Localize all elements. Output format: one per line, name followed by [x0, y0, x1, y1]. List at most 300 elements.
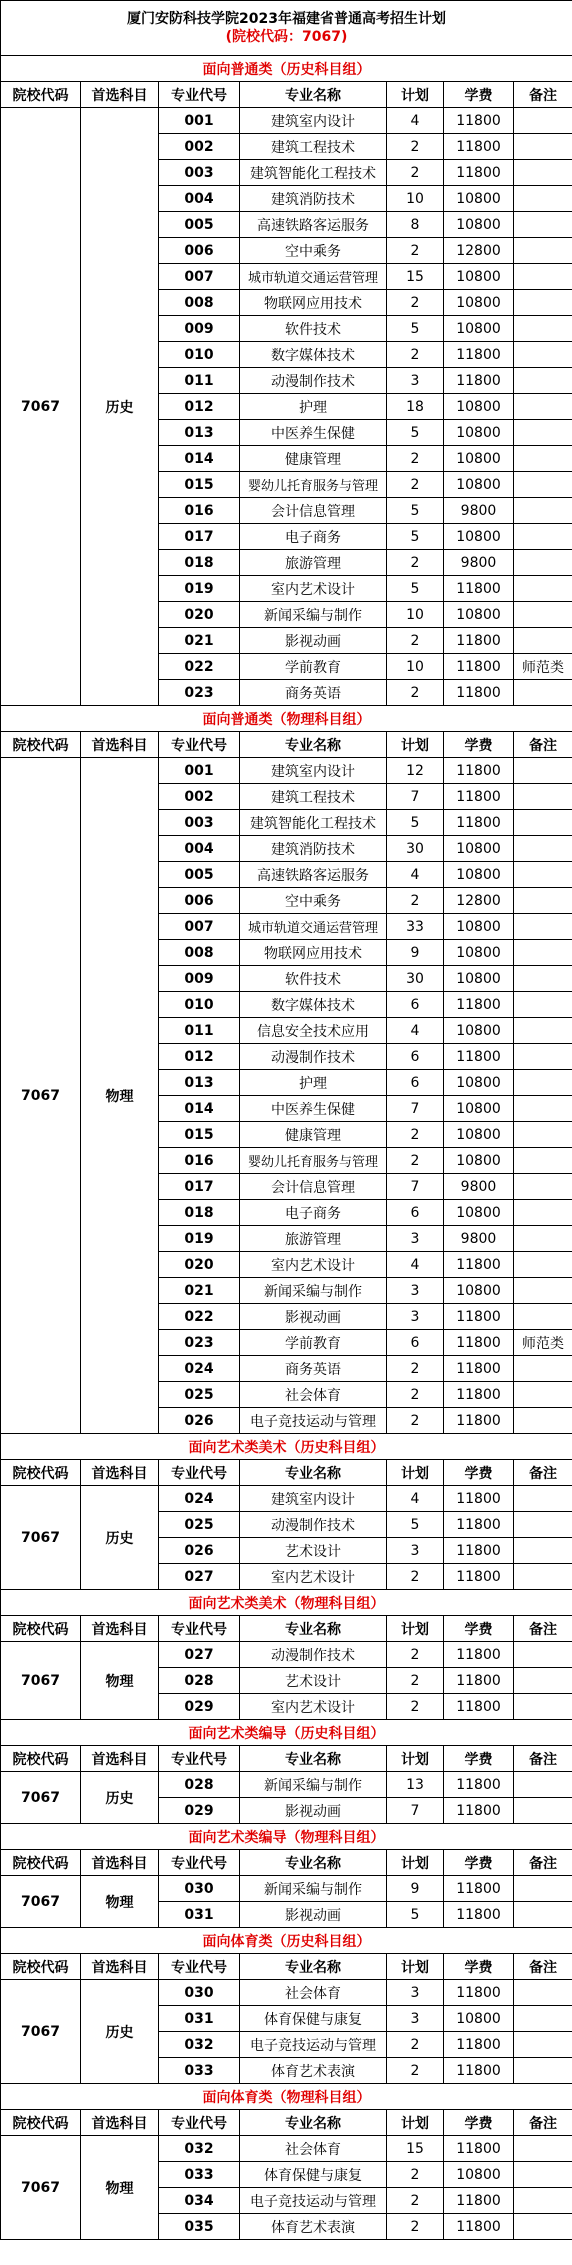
- remark-cell: [514, 1876, 572, 1902]
- subject-cell: 历史: [81, 1772, 159, 1824]
- tuition-cell: 11800: [444, 1330, 514, 1356]
- tuition-cell: 11800: [444, 2188, 514, 2214]
- major-name-cell: 建筑消防技术: [240, 186, 387, 212]
- column-header: 首选科目: [81, 1460, 159, 1486]
- major-code-cell: 032: [159, 2136, 240, 2162]
- remark-cell: [514, 862, 572, 888]
- remark-cell: [514, 342, 572, 368]
- major-code-cell: 032: [159, 2032, 240, 2058]
- plan-count-cell: 33: [387, 914, 444, 940]
- major-name-cell: 新闻采编与制作: [240, 1876, 387, 1902]
- major-code-cell: 025: [159, 1382, 240, 1408]
- column-header: 计划: [387, 732, 444, 758]
- column-header: 计划: [387, 82, 444, 108]
- major-name-cell: 影视动画: [240, 1902, 387, 1928]
- tuition-cell: 11800: [444, 680, 514, 706]
- subject-cell: 历史: [81, 1980, 159, 2084]
- plan-count-cell: 2: [387, 1564, 444, 1590]
- column-header: 院校代码: [1, 1460, 81, 1486]
- column-header: 备注: [514, 1616, 572, 1642]
- major-code-cell: 005: [159, 212, 240, 238]
- major-name-cell: 动漫制作技术: [240, 1512, 387, 1538]
- tuition-cell: 12800: [444, 888, 514, 914]
- remark-cell: [514, 498, 572, 524]
- section-heading: 面向普通类（物理科目组）: [1, 706, 572, 732]
- column-header: 备注: [514, 1850, 572, 1876]
- table-row: [1, 1980, 572, 2006]
- plan-count-cell: 5: [387, 576, 444, 602]
- remark-cell: [514, 836, 572, 862]
- major-code-cell: 016: [159, 498, 240, 524]
- remark-cell: [514, 914, 572, 940]
- major-name-cell: 动漫制作技术: [240, 1642, 387, 1668]
- tuition-cell: 10800: [444, 264, 514, 290]
- column-header: 院校代码: [1, 2110, 81, 2136]
- plan-count-cell: 5: [387, 420, 444, 446]
- major-code-cell: 008: [159, 290, 240, 316]
- tuition-cell: 11800: [444, 1564, 514, 1590]
- subject-cell: 物理: [81, 1876, 159, 1928]
- major-code-cell: 024: [159, 1486, 240, 1512]
- column-header: 专业代号: [159, 1746, 240, 1772]
- plan-count-cell: 9: [387, 940, 444, 966]
- column-header: 学费: [444, 2110, 514, 2136]
- major-name-cell: 建筑室内设计: [240, 758, 387, 784]
- column-header-row: [1, 1460, 572, 1486]
- major-name-cell: 新闻采编与制作: [240, 1278, 387, 1304]
- section-heading: 面向普通类（历史科目组）: [1, 56, 572, 82]
- major-code-cell: 003: [159, 160, 240, 186]
- remark-cell: [514, 1044, 572, 1070]
- remark-cell: [514, 1304, 572, 1330]
- major-code-cell: 030: [159, 1980, 240, 2006]
- major-name-cell: 电子竞技运动与管理: [240, 1408, 387, 1434]
- tuition-cell: 11800: [444, 758, 514, 784]
- major-code-cell: 021: [159, 628, 240, 654]
- tuition-cell: 12800: [444, 238, 514, 264]
- tuition-cell: 11800: [444, 2032, 514, 2058]
- remark-cell: [514, 394, 572, 420]
- subject-cell: 物理: [81, 758, 159, 1434]
- plan-count-cell: 2: [387, 1148, 444, 1174]
- remark-cell: [514, 446, 572, 472]
- column-header-row: [1, 732, 572, 758]
- column-header: 学费: [444, 732, 514, 758]
- major-name-cell: 中医养生保健: [240, 1096, 387, 1122]
- major-name-cell: 会计信息管理: [240, 498, 387, 524]
- plan-count-cell: 10: [387, 186, 444, 212]
- remark-cell: [514, 1252, 572, 1278]
- remark-cell: 师范类: [514, 1330, 572, 1356]
- subject-cell: 物理: [81, 1642, 159, 1720]
- major-code-cell: 030: [159, 1876, 240, 1902]
- school-code-cell: 7067: [1, 1772, 81, 1824]
- plan-count-cell: 5: [387, 316, 444, 342]
- major-name-cell: 数字媒体技术: [240, 992, 387, 1018]
- remark-cell: [514, 1018, 572, 1044]
- major-code-cell: 035: [159, 2214, 240, 2240]
- column-header-row: [1, 82, 572, 108]
- plan-count-cell: 2: [387, 550, 444, 576]
- remark-cell: [514, 1772, 572, 1798]
- plan-count-cell: 2: [387, 2162, 444, 2188]
- tuition-cell: 10800: [444, 2006, 514, 2032]
- plan-count-cell: 2: [387, 1642, 444, 1668]
- plan-count-cell: 3: [387, 1278, 444, 1304]
- plan-count-cell: 2: [387, 628, 444, 654]
- column-header: 计划: [387, 1954, 444, 1980]
- table-row: [1, 1876, 572, 1902]
- tuition-cell: 11800: [444, 342, 514, 368]
- major-name-cell: 影视动画: [240, 1304, 387, 1330]
- title-row: [1, 1, 572, 56]
- remark-cell: [514, 368, 572, 394]
- column-header: 首选科目: [81, 1616, 159, 1642]
- school-code-label: (院校代码：7067): [225, 29, 348, 45]
- column-header: 计划: [387, 2110, 444, 2136]
- plan-count-cell: 5: [387, 524, 444, 550]
- tuition-cell: 11800: [444, 1252, 514, 1278]
- major-code-cell: 016: [159, 1148, 240, 1174]
- major-code-cell: 007: [159, 264, 240, 290]
- section-heading-row: [1, 1824, 572, 1850]
- remark-cell: [514, 1486, 572, 1512]
- major-code-cell: 025: [159, 1512, 240, 1538]
- major-name-cell: 高速铁路客运服务: [240, 862, 387, 888]
- plan-count-cell: 3: [387, 2006, 444, 2032]
- major-code-cell: 023: [159, 1330, 240, 1356]
- remark-cell: [514, 108, 572, 134]
- major-name-cell: 城市轨道交通运营管理: [240, 914, 387, 940]
- major-code-cell: 002: [159, 134, 240, 160]
- major-code-cell: 031: [159, 2006, 240, 2032]
- remark-cell: [514, 1278, 572, 1304]
- column-header: 专业代号: [159, 1616, 240, 1642]
- major-name-cell: 软件技术: [240, 316, 387, 342]
- major-code-cell: 031: [159, 1902, 240, 1928]
- section-heading-row: [1, 1928, 572, 1954]
- table-row: [1, 758, 572, 784]
- column-header: 首选科目: [81, 2110, 159, 2136]
- major-name-cell: 影视动画: [240, 628, 387, 654]
- remark-cell: [514, 2188, 572, 2214]
- tuition-cell: 11800: [444, 1876, 514, 1902]
- major-code-cell: 013: [159, 1070, 240, 1096]
- remark-cell: [514, 576, 572, 602]
- remark-cell: [514, 810, 572, 836]
- major-code-cell: 027: [159, 1642, 240, 1668]
- major-name-cell: 室内艺术设计: [240, 1694, 387, 1720]
- tuition-cell: 11800: [444, 1486, 514, 1512]
- plan-count-cell: 2: [387, 1356, 444, 1382]
- tuition-cell: 10800: [444, 1200, 514, 1226]
- column-header: 专业代号: [159, 732, 240, 758]
- tuition-cell: 11800: [444, 1512, 514, 1538]
- section-heading: 面向体育类（历史科目组）: [1, 1928, 572, 1954]
- major-code-cell: 001: [159, 758, 240, 784]
- tuition-cell: 11800: [444, 1772, 514, 1798]
- column-header: 计划: [387, 1616, 444, 1642]
- school-code-cell: 7067: [1, 1980, 81, 2084]
- column-header: 专业名称: [240, 732, 387, 758]
- major-name-cell: 建筑智能化工程技术: [240, 810, 387, 836]
- major-name-cell: 体育保健与康复: [240, 2006, 387, 2032]
- tuition-cell: 11800: [444, 368, 514, 394]
- column-header: 学费: [444, 1460, 514, 1486]
- major-code-cell: 023: [159, 680, 240, 706]
- tuition-cell: 9800: [444, 498, 514, 524]
- column-header: 专业代号: [159, 2110, 240, 2136]
- remark-cell: [514, 888, 572, 914]
- major-code-cell: 003: [159, 810, 240, 836]
- section-heading-row: [1, 706, 572, 732]
- major-code-cell: 013: [159, 420, 240, 446]
- plan-count-cell: 2: [387, 290, 444, 316]
- section-heading-row: [1, 2084, 572, 2110]
- tuition-cell: 9800: [444, 550, 514, 576]
- tuition-cell: 11800: [444, 1694, 514, 1720]
- remark-cell: [514, 238, 572, 264]
- major-code-cell: 026: [159, 1538, 240, 1564]
- remark-cell: [514, 2136, 572, 2162]
- plan-count-cell: 4: [387, 862, 444, 888]
- major-name-cell: 健康管理: [240, 1122, 387, 1148]
- school-code-cell: 7067: [1, 758, 81, 1434]
- major-name-cell: 健康管理: [240, 446, 387, 472]
- plan-count-cell: 3: [387, 1538, 444, 1564]
- major-code-cell: 020: [159, 1252, 240, 1278]
- tuition-cell: 10800: [444, 420, 514, 446]
- remark-cell: [514, 1174, 572, 1200]
- major-code-cell: 008: [159, 940, 240, 966]
- remark-cell: [514, 940, 572, 966]
- column-header-row: [1, 1746, 572, 1772]
- plan-count-cell: 2: [387, 1668, 444, 1694]
- tuition-cell: 10800: [444, 186, 514, 212]
- major-name-cell: 动漫制作技术: [240, 1044, 387, 1070]
- remark-cell: [514, 1512, 572, 1538]
- plan-count-cell: 2: [387, 2032, 444, 2058]
- section-heading-row: [1, 56, 572, 82]
- column-header: 专业代号: [159, 82, 240, 108]
- remark-cell: [514, 966, 572, 992]
- major-name-cell: 物联网应用技术: [240, 940, 387, 966]
- table-row: [1, 1772, 572, 1798]
- plan-count-cell: 2: [387, 160, 444, 186]
- column-header: 专业名称: [240, 2110, 387, 2136]
- column-header-row: [1, 2110, 572, 2136]
- major-name-cell: 新闻采编与制作: [240, 1772, 387, 1798]
- remark-cell: [514, 1668, 572, 1694]
- major-name-cell: 社会体育: [240, 1980, 387, 2006]
- school-code-cell: 7067: [1, 108, 81, 706]
- column-header-row: [1, 1954, 572, 1980]
- column-header-row: [1, 1850, 572, 1876]
- column-header: 计划: [387, 1460, 444, 1486]
- major-code-cell: 010: [159, 342, 240, 368]
- column-header-row: [1, 1616, 572, 1642]
- plan-count-cell: 4: [387, 1018, 444, 1044]
- column-header: 专业代号: [159, 1460, 240, 1486]
- major-name-cell: 旅游管理: [240, 1226, 387, 1252]
- section-heading: 面向艺术类编导（历史科目组）: [1, 1720, 572, 1746]
- column-header: 学费: [444, 1954, 514, 1980]
- major-code-cell: 033: [159, 2058, 240, 2084]
- major-name-cell: 电子竞技运动与管理: [240, 2188, 387, 2214]
- column-header: 备注: [514, 82, 572, 108]
- major-name-cell: 城市轨道交通运营管理: [240, 264, 387, 290]
- major-name-cell: 影视动画: [240, 1798, 387, 1824]
- tuition-cell: 11800: [444, 654, 514, 680]
- major-code-cell: 002: [159, 784, 240, 810]
- column-header: 专业名称: [240, 1746, 387, 1772]
- tuition-cell: 10800: [444, 966, 514, 992]
- plan-count-cell: 8: [387, 212, 444, 238]
- plan-count-cell: 2: [387, 238, 444, 264]
- section-heading: 面向艺术类美术（物理科目组）: [1, 1590, 572, 1616]
- remark-cell: [514, 1980, 572, 2006]
- section-heading-row: [1, 1590, 572, 1616]
- tuition-cell: 10800: [444, 1148, 514, 1174]
- tuition-cell: 9800: [444, 1174, 514, 1200]
- section-heading: 面向体育类（物理科目组）: [1, 2084, 572, 2110]
- plan-count-cell: 2: [387, 2214, 444, 2240]
- column-header: 备注: [514, 1460, 572, 1486]
- major-name-cell: 体育艺术表演: [240, 2214, 387, 2240]
- remark-cell: [514, 784, 572, 810]
- remark-cell: [514, 1408, 572, 1434]
- plan-count-cell: 9: [387, 1876, 444, 1902]
- remark-cell: [514, 134, 572, 160]
- tuition-cell: 11800: [444, 576, 514, 602]
- plan-count-cell: 10: [387, 602, 444, 628]
- major-name-cell: 建筑工程技术: [240, 784, 387, 810]
- tuition-cell: 10800: [444, 1070, 514, 1096]
- tuition-cell: 11800: [444, 810, 514, 836]
- remark-cell: 师范类: [514, 654, 572, 680]
- major-code-cell: 015: [159, 1122, 240, 1148]
- major-code-cell: 009: [159, 966, 240, 992]
- plan-count-cell: 5: [387, 810, 444, 836]
- remark-cell: [514, 1798, 572, 1824]
- tuition-cell: 10800: [444, 524, 514, 550]
- column-header: 院校代码: [1, 1616, 81, 1642]
- major-name-cell: 建筑室内设计: [240, 108, 387, 134]
- major-code-cell: 005: [159, 862, 240, 888]
- plan-count-cell: 2: [387, 888, 444, 914]
- major-name-cell: 婴幼儿托育服务与管理: [240, 472, 387, 498]
- remark-cell: [514, 1226, 572, 1252]
- plan-count-cell: 2: [387, 1408, 444, 1434]
- column-header: 首选科目: [81, 1746, 159, 1772]
- column-header: 备注: [514, 732, 572, 758]
- major-name-cell: 社会体育: [240, 2136, 387, 2162]
- plan-count-cell: 6: [387, 1070, 444, 1096]
- major-code-cell: 019: [159, 1226, 240, 1252]
- plan-count-cell: 4: [387, 1252, 444, 1278]
- plan-count-cell: 30: [387, 836, 444, 862]
- major-code-cell: 029: [159, 1798, 240, 1824]
- section-heading-row: [1, 1434, 572, 1460]
- major-code-cell: 022: [159, 654, 240, 680]
- major-name-cell: 商务英语: [240, 1356, 387, 1382]
- column-header: 计划: [387, 1850, 444, 1876]
- plan-count-cell: 3: [387, 1304, 444, 1330]
- tuition-cell: 10800: [444, 1018, 514, 1044]
- school-code-cell: 7067: [1, 1486, 81, 1590]
- major-name-cell: 护理: [240, 1070, 387, 1096]
- major-code-cell: 011: [159, 368, 240, 394]
- major-name-cell: 艺术设计: [240, 1538, 387, 1564]
- remark-cell: [514, 420, 572, 446]
- tuition-cell: 11800: [444, 1356, 514, 1382]
- tuition-cell: 11800: [444, 1980, 514, 2006]
- plan-count-cell: 10: [387, 654, 444, 680]
- major-code-cell: 004: [159, 186, 240, 212]
- remark-cell: [514, 758, 572, 784]
- remark-cell: [514, 628, 572, 654]
- major-name-cell: 中医养生保健: [240, 420, 387, 446]
- remark-cell: [514, 1382, 572, 1408]
- major-name-cell: 空中乘务: [240, 888, 387, 914]
- plan-count-cell: 3: [387, 368, 444, 394]
- remark-cell: [514, 290, 572, 316]
- tuition-cell: 11800: [444, 784, 514, 810]
- remark-cell: [514, 680, 572, 706]
- remark-cell: [514, 186, 572, 212]
- tuition-cell: 11800: [444, 992, 514, 1018]
- column-header: 院校代码: [1, 82, 81, 108]
- column-header: 学费: [444, 1616, 514, 1642]
- table-row: [1, 108, 572, 134]
- major-name-cell: 新闻采编与制作: [240, 602, 387, 628]
- major-code-cell: 029: [159, 1694, 240, 1720]
- title-cell: [1, 1, 572, 56]
- plan-count-cell: 2: [387, 2188, 444, 2214]
- remark-cell: [514, 602, 572, 628]
- major-name-cell: 高速铁路客运服务: [240, 212, 387, 238]
- column-header: 院校代码: [1, 1850, 81, 1876]
- major-code-cell: 028: [159, 1668, 240, 1694]
- column-header: 备注: [514, 1954, 572, 1980]
- column-header: 专业名称: [240, 82, 387, 108]
- remark-cell: [514, 212, 572, 238]
- remark-cell: [514, 1694, 572, 1720]
- tuition-cell: 10800: [444, 836, 514, 862]
- remark-cell: [514, 316, 572, 342]
- plan-count-cell: 6: [387, 1044, 444, 1070]
- subject-cell: 历史: [81, 108, 159, 706]
- tuition-cell: 10800: [444, 602, 514, 628]
- major-code-cell: 022: [159, 1304, 240, 1330]
- major-code-cell: 024: [159, 1356, 240, 1382]
- major-name-cell: 学前教育: [240, 654, 387, 680]
- column-header: 专业名称: [240, 1850, 387, 1876]
- tuition-cell: 11800: [444, 1668, 514, 1694]
- major-name-cell: 物联网应用技术: [240, 290, 387, 316]
- remark-cell: [514, 1200, 572, 1226]
- major-code-cell: 006: [159, 238, 240, 264]
- major-name-cell: 电子商务: [240, 524, 387, 550]
- tuition-cell: 10800: [444, 2162, 514, 2188]
- remark-cell: [514, 472, 572, 498]
- column-header: 专业名称: [240, 1954, 387, 1980]
- major-name-cell: 商务英语: [240, 680, 387, 706]
- plan-count-cell: 3: [387, 1226, 444, 1252]
- tuition-cell: 10800: [444, 446, 514, 472]
- tuition-cell: 10800: [444, 316, 514, 342]
- remark-cell: [514, 264, 572, 290]
